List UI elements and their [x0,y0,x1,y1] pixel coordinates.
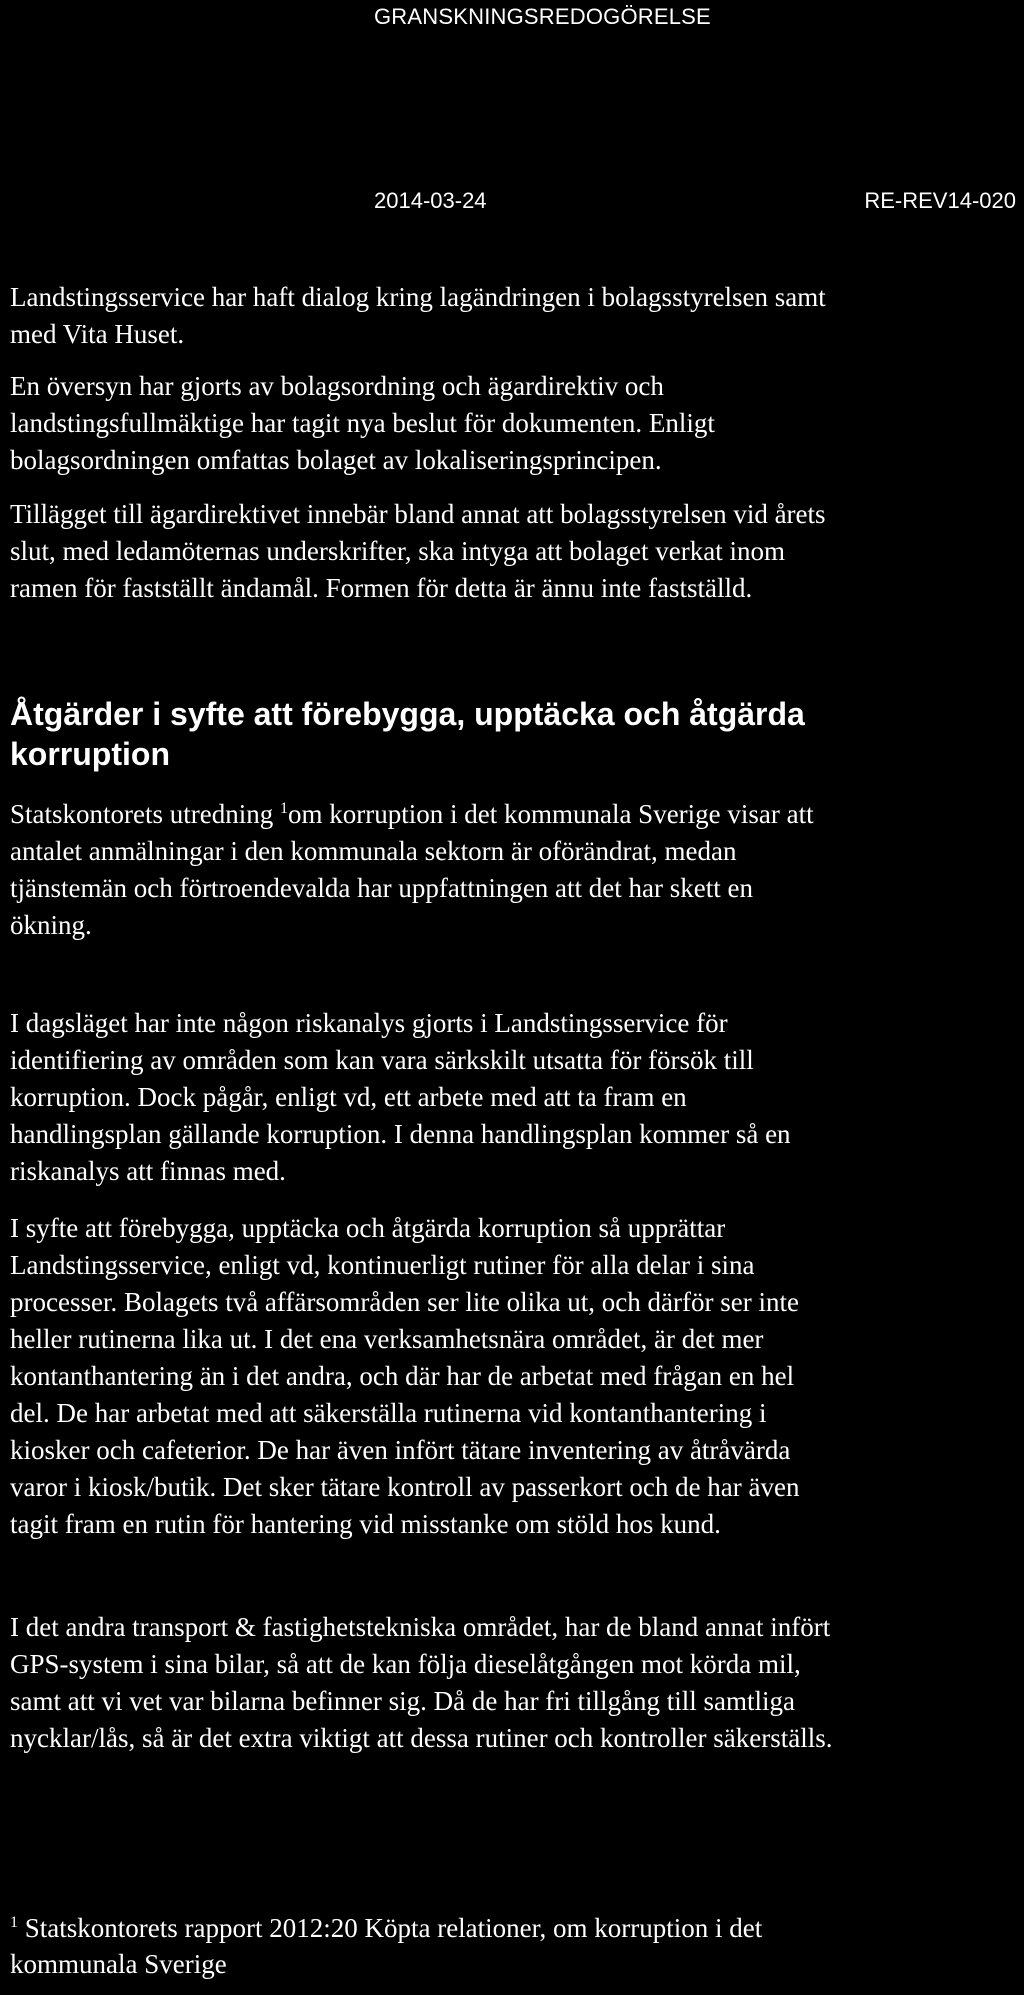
paragraph-dialog: Landstingsservice har haft dialog kring lagändringen i bolagsstyrelsen samt med Vita Huset. [10,282,826,349]
paragraph-routines: I syfte att förebygga, upptäcka och åtgärda korruption så upprättar Landstingsservice, enligt vd, kontinuerligt rutiner för alla delar i sina processer. Bolagets två affärsområden ser lite olika ut, och därför ser inte heller rutinerna lika ut. I det ena verksamhetsnära området, är det mer kontanthantering än i det andra, och där har de arbetat med frågan en hel del. De har arbetat med att säkerställa rutinerna vid kontanthantering i kiosker och cafeterior. De har även infört tätare inventering av åtråvärda varor i kiosk/butik. Det sker tätare kontroll av passerkort och de har även tagit fram en rutin för hantering vid misstanke om stöld hos kund. [10,1213,800,1539]
document-reference: RE-REV14-020 [864,188,1016,213]
footnote-reference: 1 [279,800,288,817]
paragraph-review: En översyn har gjorts av bolagsordning och ägardirektiv och landstingsfullmäktige har tagit nya beslut för dokumenten. Enligt bolagsordningen omfattas bolaget av lokaliseringsprincipen. [10,371,715,475]
section-intro-start: Statskontorets utredning [10,799,280,829]
section-intro-paragraph [10,796,1020,944]
footnote-text: Statskontorets rapport 2012:20 Köpta relationer, om korruption i det kommunala Sverige [10,1913,763,1979]
document-date: 2014-03-24 [374,188,487,213]
paragraph-addendum: Tillägget till ägardirektivet innebär bland annat att bolagsstyrelsen vid årets slut, med ledamöternas underskrifter, ska intyga att bolaget verkat inom ramen för fastställt ändamål. Formen för detta är ännu inte fastställd. [10,499,826,603]
section-intro-rest: om korruption i det kommunala Sverige visar att antalet anmälningar i den kommunala sektorn är oförändrat, medan tjänstemän och förtroendevalda har uppfattningen att det har skett en ökning. [10,799,814,940]
paragraph-risk-analysis: I dagsläget har inte någon riskanalys gjorts i Landstingsservice för identifiering av områden som kan vara särkskilt utsatta för försök till korruption. Dock pågår, enligt vd, ett arbete med att ta fram en handlingsplan gällande korruption. I denna handlingsplan kommer så en riskanalys att finnas med. [10,1008,791,1186]
paragraph-transport: I det andra transport & fastighetstekniska området, har de bland annat infört GPS-system i sina bilar, så att de kan följa dieselåtgången mot körda mil, samt att vi vet var bilarna befinner sig. Då de har fri tillgång till samtliga nycklar/lås, så är det extra viktigt att dessa rutiner och kontroller säkerställs. [10,1612,833,1753]
footnote [10,1910,1010,1982]
section-heading: Åtgärder i syfte att förebygga, upptäcka och åtgärda korruption [10,696,805,772]
footnote-number: 1 [10,1914,18,1931]
document-type: GRANSKNINGSREDOGÖRELSE [374,4,711,29]
